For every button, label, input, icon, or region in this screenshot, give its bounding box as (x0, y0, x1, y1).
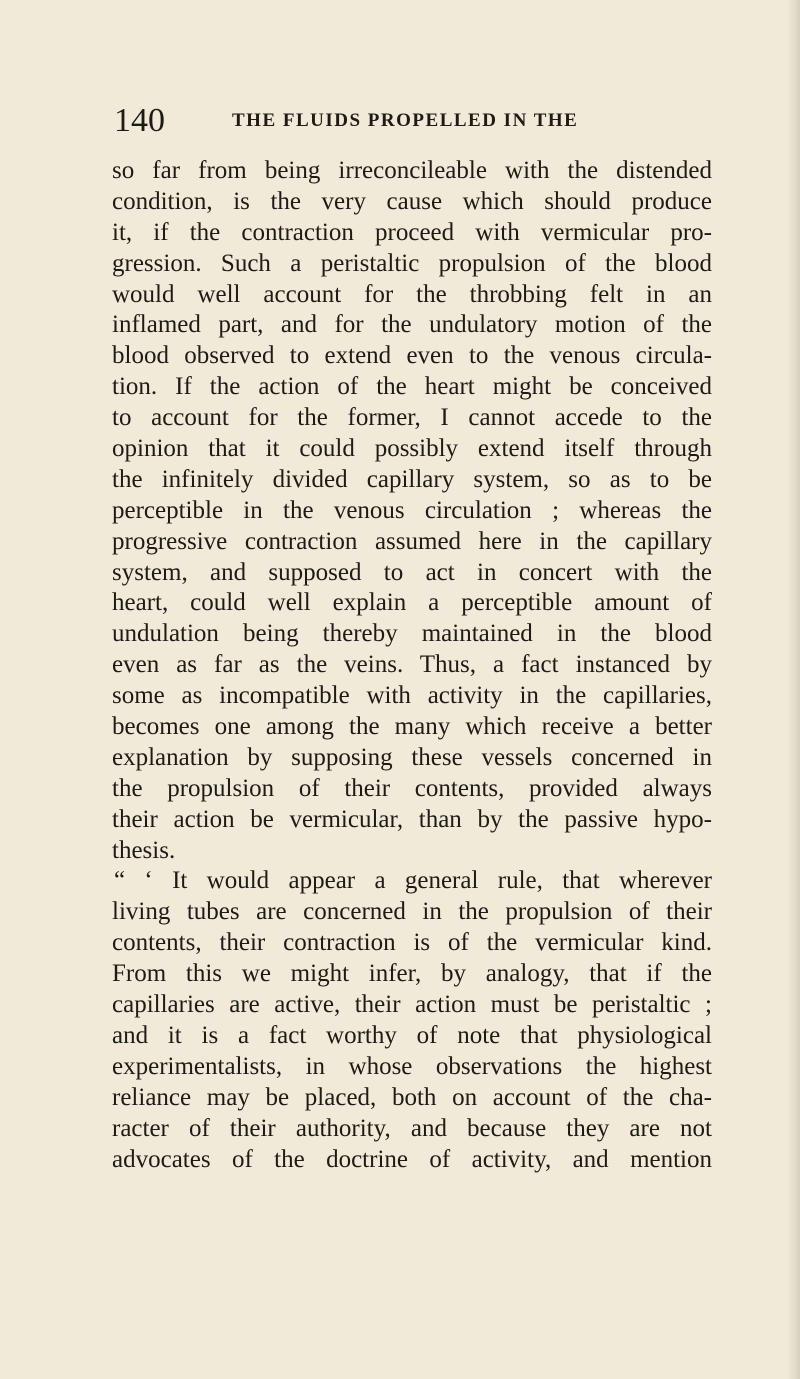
page-header (114, 96, 614, 146)
page-number: 140 (114, 102, 165, 139)
text-line: racter of their authority, and because they are not (112, 1114, 712, 1142)
body-text (112, 156, 712, 1175)
text-line: gression. Such a peristaltic propulsion of the blood (112, 249, 712, 277)
text-line: capillaries are active, their action must be peristaltic ; (112, 991, 712, 1019)
text-line: advocates of the doctrine of activity, and mention (112, 1145, 712, 1173)
text-line: so far from being irreconcileable with the distended (112, 157, 712, 184)
text-line: and it is a fact worthy of note that physiological (112, 1021, 712, 1049)
text-line: inflamed part, and for the undulatory motion of the (112, 311, 712, 339)
text-line: contents, their contraction is of the vermicular kind. (112, 929, 712, 957)
text-line: tion. If the action of the heart might be conceived (112, 373, 712, 401)
text-line: living tubes are concerned in the propulsion of their (112, 898, 712, 926)
text-line: would well account for the throbbing felt in an (112, 280, 712, 308)
text-line: their action be vermicular, than by the passive hypo- (112, 805, 712, 833)
text-line: blood observed to extend even to the venous circula- (112, 342, 712, 370)
text-line: the propulsion of their contents, provided always (112, 774, 712, 802)
text-line: condition, is the very cause which should produce (112, 187, 712, 215)
text-line: perceptible in the venous circulation ; whereas the (112, 496, 712, 524)
text-line: opinion that it could possibly extend itself through (112, 435, 712, 463)
text-line: to account for the former, I cannot accede to the (112, 404, 712, 432)
running-title: THE FLUIDS PROPELLED IN THE (232, 110, 579, 131)
quote-start-line: “ ‘ It would appear a general rule, that wherever (114, 867, 712, 895)
text-line: heart, could well explain a perceptible amount of (112, 589, 712, 617)
text-line: experimentalists, in whose observations the highest (112, 1052, 712, 1080)
text-line: From this we might infer, by analogy, that if the (112, 960, 712, 988)
text-line: some as incompatible with activity in the capillaries, (112, 682, 712, 710)
text-line: system, and supposed to act in concert with the (112, 558, 712, 586)
text-line: it, if the contraction proceed with vermicular pro- (112, 218, 712, 246)
paragraph-end-line: thesis. (112, 836, 176, 864)
text-line: reliance may be placed, both on account of the cha- (112, 1083, 712, 1111)
text-line: undulation being thereby maintained in the blood (112, 620, 712, 648)
text-line: the infinitely divided capillary system, so as to be (112, 465, 712, 493)
text-line: becomes one among the many which receive a better (112, 713, 712, 741)
text-line: progressive contraction assumed here in the capillary (112, 527, 712, 555)
page-edge-shadow (786, 0, 800, 1379)
text-line: explanation by supposing these vessels concerned in (112, 743, 712, 771)
text-line: even as far as the veins. Thus, a fact instanced by (112, 651, 712, 679)
